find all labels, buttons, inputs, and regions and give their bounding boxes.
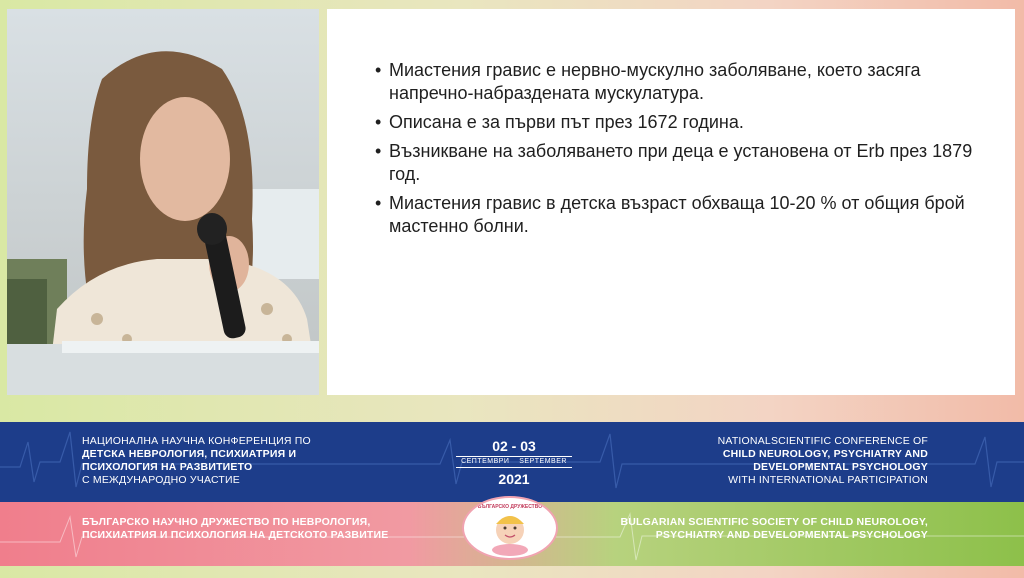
conference-title-bg [82, 435, 311, 487]
speaker-video [7, 9, 319, 395]
conference-title-line: С МЕЖДУНАРОДНО УЧАСТИЕ [82, 474, 240, 486]
bullet-marker: • [375, 141, 382, 161]
society-name-en [620, 516, 928, 542]
society-logo [462, 496, 558, 560]
bullet-marker: • [375, 112, 382, 132]
conference-title-line: ПСИХОЛОГИЯ НА РАЗВИТИЕТО [82, 461, 253, 473]
bullet-text: Миастения гравис е нервно-мускулно заболяване, което засяга напречно-набраздената мускулатура. [389, 60, 921, 103]
conference-date [452, 438, 576, 488]
conference-title-line: CHILD NEUROLOGY, PSYCHIATRY AND [722, 448, 928, 460]
society-name-line: ПСИХИАТРИЯ И ПСИХОЛОГИЯ НА ДЕТСКОТО РАЗВИТИЕ [82, 529, 389, 541]
bullet-marker: • [375, 60, 382, 80]
slide-bullet-item [375, 111, 975, 134]
conference-title-en [718, 435, 928, 487]
slide-bullet-item [375, 140, 975, 186]
conference-title-line: ДЕТСКА НЕВРОЛОГИЯ, ПСИХИАТРИЯ И [82, 448, 297, 460]
bullet-text: Възникване на заболяването при деца е установена от Erb през 1879 год. [389, 141, 973, 184]
society-name-line: БЪЛГАРСКО НАУЧНО ДРУЖЕСТВО ПО НЕВРОЛОГИЯ, [82, 516, 371, 528]
date-months [456, 456, 572, 468]
date-days: 02 - 03 [492, 438, 536, 454]
logo-text: БЪЛГАРСКО ДРУЖЕСТВО [477, 504, 543, 510]
bullet-text: Миастения гравис в детска възраст обхваща 10-20 % от общия брой мастенно болни. [389, 193, 965, 236]
month-en: SEPTEMBER [519, 458, 567, 465]
society-name-line: PSYCHIATRY AND DEVELOPMENTAL PSYCHOLOGY [655, 529, 928, 541]
society-name-line: BULGARIAN SCIENTIFIC SOCIETY OF CHILD NEUROLOGY, [620, 516, 928, 528]
conference-title-line: НАЦИОНАЛНА НАУЧНА КОНФЕРЕНЦИЯ ПО [82, 435, 311, 447]
slide-bullet-list [375, 59, 975, 244]
conference-title-line: DEVELOPMENTAL PSYCHOLOGY [753, 461, 928, 473]
slide-bullet-item [375, 59, 975, 105]
bullet-marker: • [375, 193, 382, 213]
slide-bullet-item [375, 192, 975, 238]
presentation-slide [327, 9, 1015, 395]
conference-title-line: NATIONALSCIENTIFIC CONFERENCE OF [717, 435, 928, 447]
conference-title-line: WITH INTERNATIONAL PARTICIPATION [728, 474, 928, 486]
month-bg: СЕПТЕМВРИ [461, 458, 510, 465]
bullet-text: Описана е за първи път през 1672 година. [389, 112, 744, 132]
society-name-bg [82, 516, 389, 542]
speaker-illustration [7, 9, 319, 395]
date-year: 2021 [498, 471, 530, 487]
